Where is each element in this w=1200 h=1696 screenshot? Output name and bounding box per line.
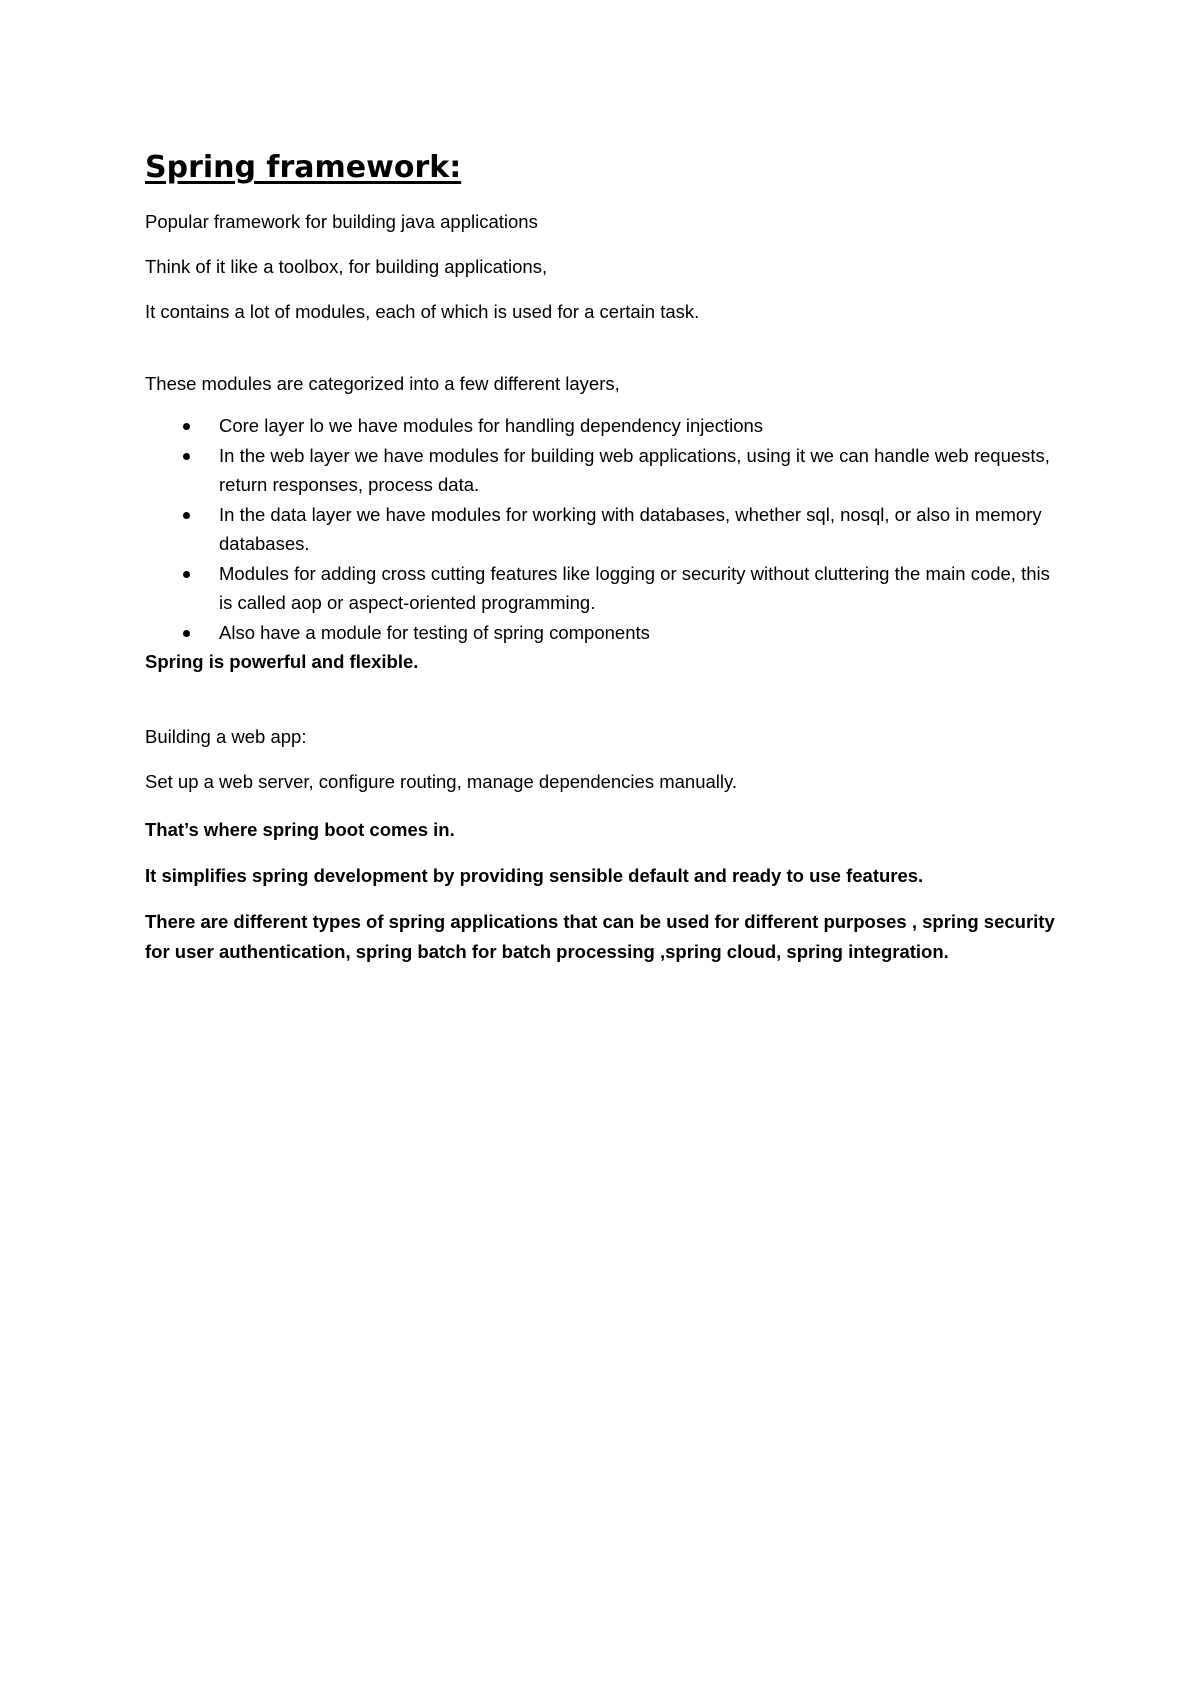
list-item <box>145 441 1065 500</box>
list-item <box>145 559 1065 618</box>
bullet-icon <box>183 630 190 637</box>
list-item <box>145 618 1065 648</box>
document-body <box>145 148 1065 983</box>
powerful-statement: Spring is powerful and flexible. <box>145 651 419 672</box>
layers-intro: These modules are categorized into a few different layers, <box>145 373 620 394</box>
list-item-text: In the data layer we have modules for working with databases, whether sql, nosql, or also in memory databases. <box>219 503 1042 554</box>
layers-bullet-list <box>145 411 1065 647</box>
spring-boot-line-1: That’s where spring boot comes in. <box>145 819 455 840</box>
intro-line-2: Think of it like a toolbox, for building applications, <box>145 256 548 277</box>
list-item-text: Modules for adding cross cutting features like logging or security without cluttering the main code, this is called aop or aspect-oriented programming. <box>219 562 1050 613</box>
bullet-icon <box>183 423 190 430</box>
list-item-text: In the web layer we have modules for building web applications, using it we can handle web requests, return responses, process data. <box>219 444 1050 495</box>
list-item-text: Core layer lo we have modules for handling dependency injections <box>219 415 764 436</box>
spring-boot-line-2: It simplifies spring development by providing sensible default and ready to use features. <box>145 865 924 886</box>
list-item-text: Also have a module for testing of spring components <box>219 621 650 643</box>
webapp-text: Set up a web server, configure routing, manage dependencies manually. <box>145 771 738 792</box>
list-item <box>145 411 1065 441</box>
spring-types-paragraph: There are different types of spring applications that can be used for different purposes , spring security for user authentication, spring batch for batch processing ,spring cloud, spring integration. <box>145 911 1055 962</box>
bullet-icon <box>183 512 190 519</box>
bullet-icon <box>183 571 190 578</box>
intro-line-1: Popular framework for building java applications <box>145 211 538 232</box>
bullet-icon <box>183 453 190 460</box>
list-item <box>145 500 1065 559</box>
document-title: Spring framework: <box>145 150 462 185</box>
intro-line-3: It contains a lot of modules, each of which is used for a certain task. <box>145 301 700 322</box>
webapp-heading: Building a web app: <box>145 726 307 747</box>
